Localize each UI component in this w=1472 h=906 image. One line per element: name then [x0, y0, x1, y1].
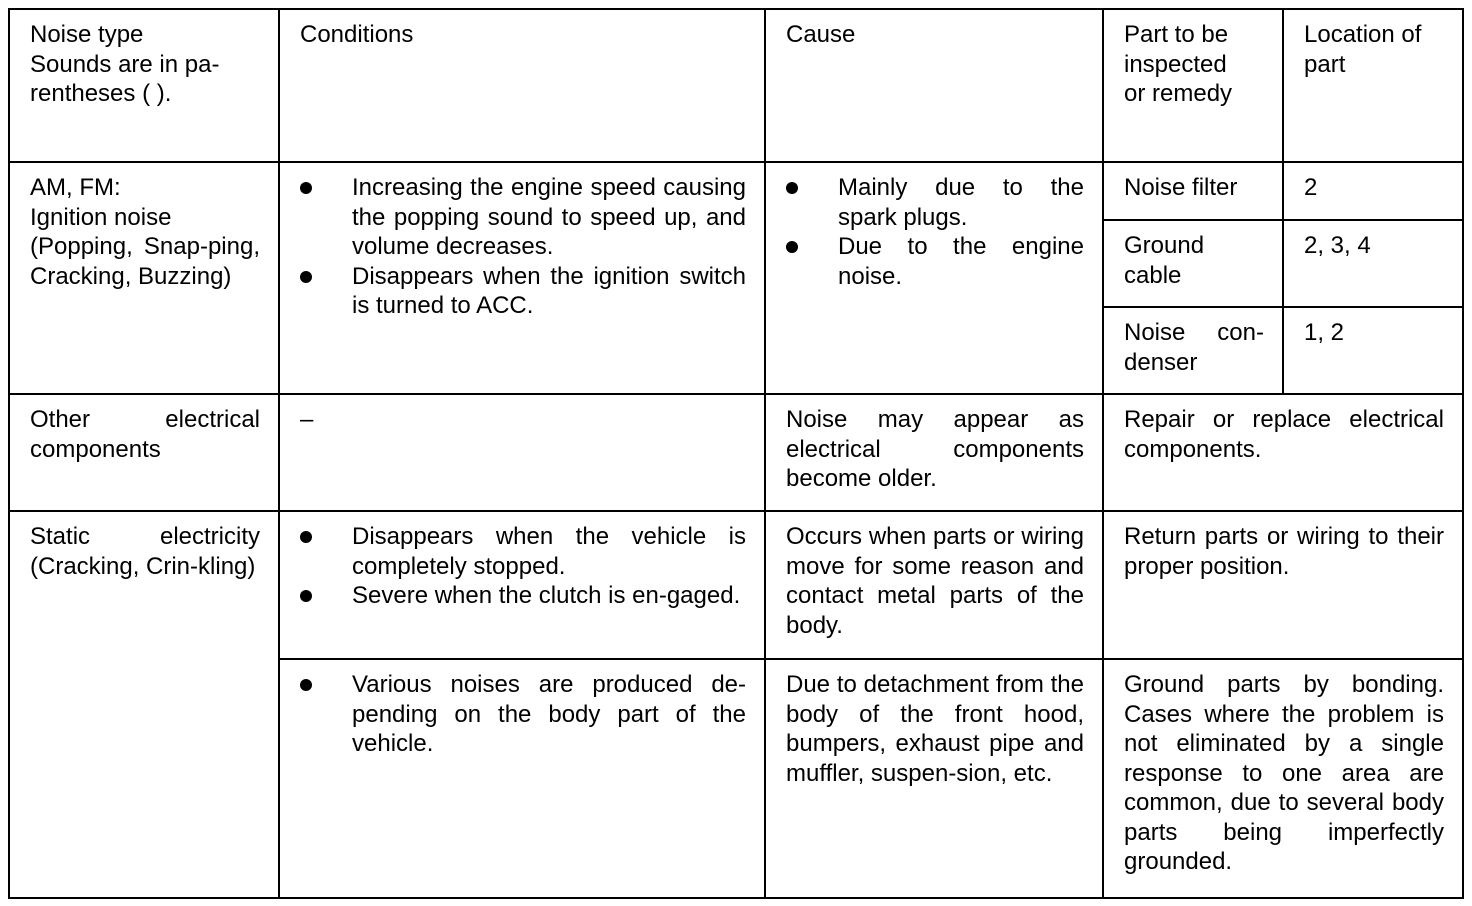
list-item: Increasing the engine speed causing the popping sound to speed up, and volume decreases.	[300, 173, 746, 262]
location-noise-condenser: 1, 2	[1283, 307, 1463, 394]
am-fm-conditions	[279, 162, 765, 394]
am-fm-noise-type: AM, FM: Ignition noise (Popping, Snap-ping, Cracking, Buzzing)	[9, 162, 279, 394]
list-item: Disappears when the vehicle is completely stopped.	[300, 522, 746, 581]
other-noise-type: Other electrical components	[9, 394, 279, 511]
list-item: Mainly due to the spark plugs.	[786, 173, 1084, 232]
header-conditions: Conditions	[279, 9, 765, 162]
static-cause-1: Occurs when parts or wiring move for some reason and contact metal parts of the body.	[765, 511, 1103, 659]
location-ground-cable: 2, 3, 4	[1283, 220, 1463, 307]
list-item: Severe when the clutch is en-gaged.	[300, 581, 746, 611]
table-row-other-electrical	[9, 394, 1463, 511]
list-item: Various noises are produced de-pending on the body part of the vehicle.	[300, 670, 746, 759]
other-conditions: –	[279, 394, 765, 511]
table-row-am-fm	[9, 162, 1463, 220]
header-part: Part to be inspected or remedy	[1103, 9, 1283, 162]
static-noise-type: Static electricity (Cracking, Crin-kling)	[9, 511, 279, 898]
table-row-static-1	[9, 511, 1463, 659]
header-cause: Cause	[765, 9, 1103, 162]
part-noise-filter: Noise filter	[1103, 162, 1283, 220]
header-location: Location of part	[1283, 9, 1463, 162]
am-fm-cause	[765, 162, 1103, 394]
list-item: Disappears when the ignition switch is turned to ACC.	[300, 262, 746, 321]
other-remedy: Repair or replace electrical components.	[1103, 394, 1463, 511]
static-conditions-2	[279, 659, 765, 898]
part-ground-cable: Ground cable	[1103, 220, 1283, 307]
list-item: Due to the engine noise.	[786, 232, 1084, 291]
static-remedy-1: Return parts or wiring to their proper position.	[1103, 511, 1463, 659]
other-cause: Noise may appear as electrical components become older.	[765, 394, 1103, 511]
location-noise-filter: 2	[1283, 162, 1463, 220]
part-noise-condenser: Noise con-denser	[1103, 307, 1283, 394]
header-row	[9, 9, 1463, 162]
static-conditions-1	[279, 511, 765, 659]
noise-diagnosis-table	[8, 8, 1464, 899]
static-remedy-2: Ground parts by bonding. Cases where the problem is not eliminated by a single response to one area are common, due to several body parts being imperfectly grounded.	[1103, 659, 1463, 898]
header-noise-type: Noise type Sounds are in pa- rentheses ( ).	[9, 9, 279, 162]
static-cause-2: Due to detachment from the body of the front hood, bumpers, exhaust pipe and muffler, suspen-sion, etc.	[765, 659, 1103, 898]
